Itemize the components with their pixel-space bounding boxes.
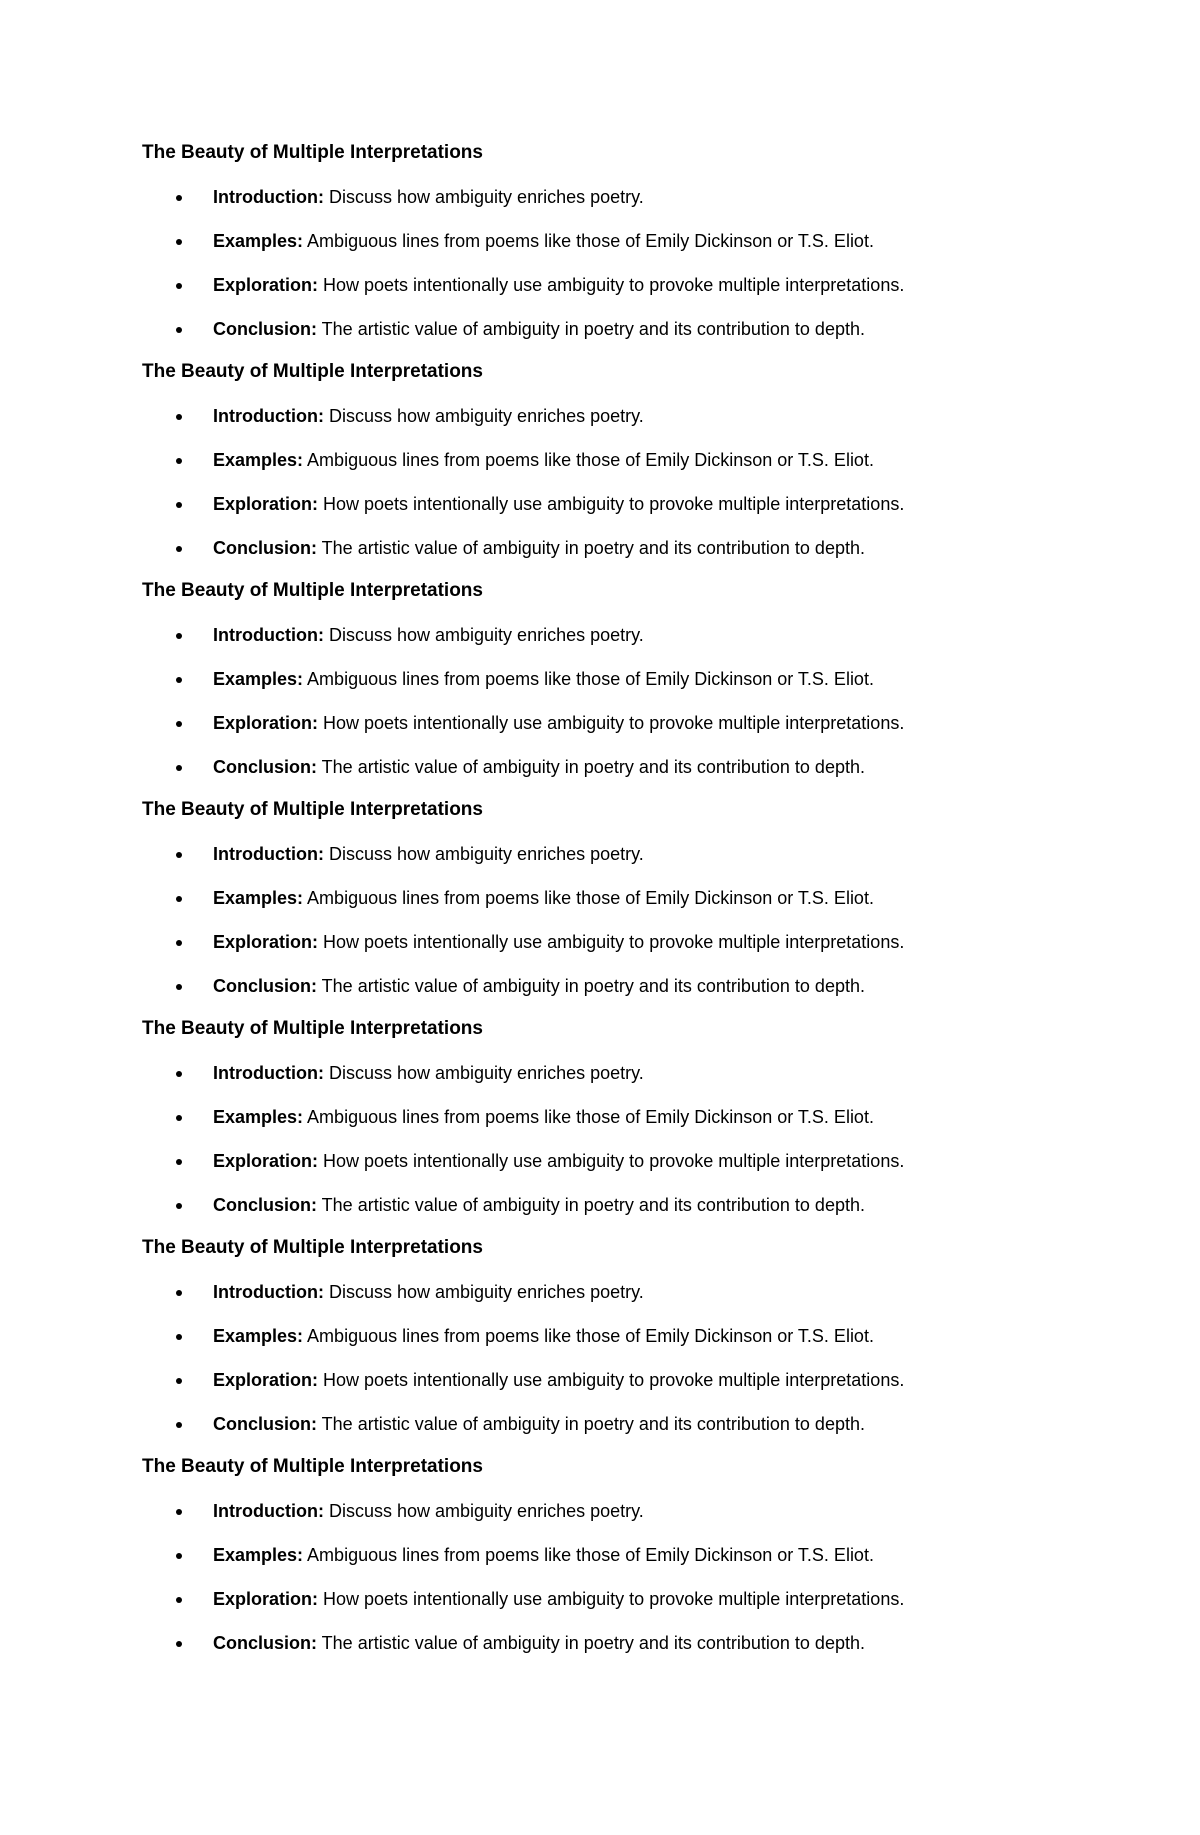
item-label: Conclusion: <box>213 1195 317 1215</box>
item-label: Examples: <box>213 1107 304 1127</box>
item-label: Introduction: <box>213 187 324 207</box>
outline-section <box>142 579 1102 779</box>
bullet-icon <box>176 546 182 552</box>
outline-section <box>142 1236 1102 1436</box>
list-item <box>142 842 1102 866</box>
bullet-list <box>142 842 1102 998</box>
item-text: The artistic value of ambiguity in poetry and its contribution to depth. <box>317 1195 865 1215</box>
item-label: Introduction: <box>213 1282 324 1302</box>
outline-section <box>142 1017 1102 1217</box>
item-label: Introduction: <box>213 1063 324 1083</box>
item-label: Exploration: <box>213 1589 319 1609</box>
list-item <box>142 755 1102 779</box>
item-label: Exploration: <box>213 494 319 514</box>
bullet-list <box>142 623 1102 779</box>
section-title: The Beauty of Multiple Interpretations <box>142 799 483 820</box>
item-text: How poets intentionally use ambiguity to provoke multiple interpretations. <box>318 713 905 733</box>
list-item <box>142 1587 1102 1611</box>
bullet-icon <box>176 1378 182 1384</box>
item-text: Ambiguous lines from poems like those of Emily Dickinson or T.S. Eliot. <box>303 1107 874 1127</box>
item-label: Examples: <box>213 231 304 251</box>
outline-section <box>142 141 1102 341</box>
item-label: Conclusion: <box>213 319 317 339</box>
item-label: Conclusion: <box>213 976 317 996</box>
list-item <box>142 536 1102 560</box>
bullet-icon <box>176 1290 182 1296</box>
bullet-icon <box>176 1422 182 1428</box>
bullet-icon <box>176 239 182 245</box>
list-item <box>142 623 1102 647</box>
bullet-icon <box>176 502 182 508</box>
section-title: The Beauty of Multiple Interpretations <box>142 580 483 601</box>
item-label: Conclusion: <box>213 1414 317 1434</box>
list-item <box>142 492 1102 516</box>
bullet-list <box>142 185 1102 341</box>
item-label: Introduction: <box>213 406 324 426</box>
item-text: The artistic value of ambiguity in poetry and its contribution to depth. <box>317 1633 865 1653</box>
bullet-icon <box>176 283 182 289</box>
bullet-list <box>142 1061 1102 1217</box>
bullet-list <box>142 1499 1102 1655</box>
bullet-icon <box>176 896 182 902</box>
item-label: Exploration: <box>213 932 319 952</box>
bullet-icon <box>176 1334 182 1340</box>
list-item <box>142 974 1102 998</box>
item-text: How poets intentionally use ambiguity to provoke multiple interpretations. <box>318 275 905 295</box>
item-text: Discuss how ambiguity enriches poetry. <box>323 187 644 207</box>
bullet-list <box>142 404 1102 560</box>
item-label: Conclusion: <box>213 757 317 777</box>
list-item <box>142 273 1102 297</box>
item-label: Introduction: <box>213 625 324 645</box>
item-label: Exploration: <box>213 1151 319 1171</box>
item-text: How poets intentionally use ambiguity to provoke multiple interpretations. <box>318 1370 905 1390</box>
section-title: The Beauty of Multiple Interpretations <box>142 1456 483 1477</box>
list-item <box>142 1543 1102 1567</box>
bullet-icon <box>176 414 182 420</box>
list-item <box>142 1499 1102 1523</box>
list-item <box>142 229 1102 253</box>
list-item <box>142 1368 1102 1392</box>
item-label: Examples: <box>213 450 304 470</box>
list-item <box>142 667 1102 691</box>
section-title: The Beauty of Multiple Interpretations <box>142 1018 483 1039</box>
item-text: The artistic value of ambiguity in poetry and its contribution to depth. <box>317 976 865 996</box>
section-title: The Beauty of Multiple Interpretations <box>142 361 483 382</box>
item-text: Discuss how ambiguity enriches poetry. <box>323 844 644 864</box>
item-text: How poets intentionally use ambiguity to provoke multiple interpretations. <box>318 1151 905 1171</box>
item-text: How poets intentionally use ambiguity to provoke multiple interpretations. <box>318 1589 905 1609</box>
item-text: Ambiguous lines from poems like those of Emily Dickinson or T.S. Eliot. <box>303 888 874 908</box>
bullet-icon <box>176 1597 182 1603</box>
item-text: The artistic value of ambiguity in poetry and its contribution to depth. <box>317 757 865 777</box>
item-text: How poets intentionally use ambiguity to provoke multiple interpretations. <box>318 932 905 952</box>
item-label: Conclusion: <box>213 538 317 558</box>
bullet-icon <box>176 633 182 639</box>
list-item <box>142 1149 1102 1173</box>
bullet-icon <box>176 852 182 858</box>
outline-section <box>142 798 1102 998</box>
item-text: Ambiguous lines from poems like those of Emily Dickinson or T.S. Eliot. <box>303 669 874 689</box>
item-label: Examples: <box>213 1545 304 1565</box>
list-item <box>142 404 1102 428</box>
bullet-icon <box>176 1115 182 1121</box>
list-item <box>142 886 1102 910</box>
bullet-icon <box>176 458 182 464</box>
item-label: Exploration: <box>213 713 319 733</box>
item-label: Exploration: <box>213 275 319 295</box>
outline-section <box>142 360 1102 560</box>
bullet-icon <box>176 677 182 683</box>
list-item <box>142 1105 1102 1129</box>
section-title: The Beauty of Multiple Interpretations <box>142 142 483 163</box>
item-text: Discuss how ambiguity enriches poetry. <box>323 625 644 645</box>
item-text: Ambiguous lines from poems like those of Emily Dickinson or T.S. Eliot. <box>303 1326 874 1346</box>
bullet-icon <box>176 1509 182 1515</box>
list-item <box>142 711 1102 735</box>
item-label: Introduction: <box>213 844 324 864</box>
bullet-icon <box>176 940 182 946</box>
bullet-icon <box>176 984 182 990</box>
item-text: The artistic value of ambiguity in poetry and its contribution to depth. <box>317 319 865 339</box>
list-item <box>142 1280 1102 1304</box>
bullet-icon <box>176 195 182 201</box>
item-label: Examples: <box>213 1326 304 1346</box>
list-item <box>142 185 1102 209</box>
bullet-icon <box>176 327 182 333</box>
item-text: Discuss how ambiguity enriches poetry. <box>323 1501 644 1521</box>
item-text: Ambiguous lines from poems like those of Emily Dickinson or T.S. Eliot. <box>303 231 874 251</box>
bullet-icon <box>176 1553 182 1559</box>
bullet-icon <box>176 1071 182 1077</box>
bullet-icon <box>176 765 182 771</box>
list-item <box>142 1412 1102 1436</box>
item-text: The artistic value of ambiguity in poetry and its contribution to depth. <box>317 538 865 558</box>
item-text: How poets intentionally use ambiguity to provoke multiple interpretations. <box>318 494 905 514</box>
item-label: Introduction: <box>213 1501 324 1521</box>
list-item <box>142 1324 1102 1348</box>
list-item <box>142 448 1102 472</box>
bullet-icon <box>176 1159 182 1165</box>
item-label: Examples: <box>213 669 304 689</box>
item-text: Discuss how ambiguity enriches poetry. <box>323 1063 644 1083</box>
bullet-list <box>142 1280 1102 1436</box>
item-text: Ambiguous lines from poems like those of Emily Dickinson or T.S. Eliot. <box>303 1545 874 1565</box>
item-text: The artistic value of ambiguity in poetry and its contribution to depth. <box>317 1414 865 1434</box>
item-label: Conclusion: <box>213 1633 317 1653</box>
list-item <box>142 317 1102 341</box>
outline-section <box>142 1455 1102 1655</box>
item-text: Ambiguous lines from poems like those of Emily Dickinson or T.S. Eliot. <box>303 450 874 470</box>
bullet-icon <box>176 1203 182 1209</box>
list-item <box>142 930 1102 954</box>
list-item <box>142 1061 1102 1085</box>
list-item <box>142 1193 1102 1217</box>
bullet-icon <box>176 1641 182 1647</box>
item-label: Examples: <box>213 888 304 908</box>
section-title: The Beauty of Multiple Interpretations <box>142 1237 483 1258</box>
item-text: Discuss how ambiguity enriches poetry. <box>323 1282 644 1302</box>
document-body <box>142 141 1102 1674</box>
list-item <box>142 1631 1102 1655</box>
bullet-icon <box>176 721 182 727</box>
item-label: Exploration: <box>213 1370 319 1390</box>
item-text: Discuss how ambiguity enriches poetry. <box>323 406 644 426</box>
